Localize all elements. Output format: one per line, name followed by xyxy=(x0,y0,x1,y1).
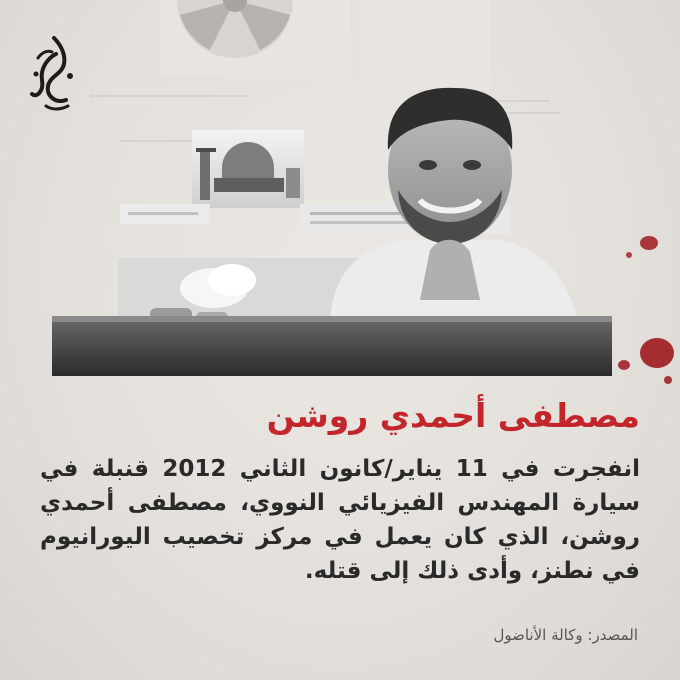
grass-field-photo xyxy=(52,316,612,376)
blood-stain xyxy=(626,252,632,258)
body-paragraph: انفجرت في 11 يناير/كانون الثاني 2012 قنبلة في سيارة المهندس الفيزيائي النووي، مصطفى أحمدي روشن، الذي كان يعمل في مركز تخصيب اليورانيوم في نطنز، وأدى ذلك إلى قتله. xyxy=(40,456,640,584)
car-explosion-photo xyxy=(118,258,358,322)
source-credit: المصدر: وكالة الأناضول xyxy=(493,626,638,644)
blood-stain xyxy=(640,236,658,250)
blood-stain xyxy=(640,338,674,368)
headline: مصطفى أحمدي روشن xyxy=(266,396,640,435)
nuclear-plant-photo xyxy=(192,130,304,208)
blood-stain xyxy=(618,360,630,370)
blood-stain xyxy=(664,376,672,384)
